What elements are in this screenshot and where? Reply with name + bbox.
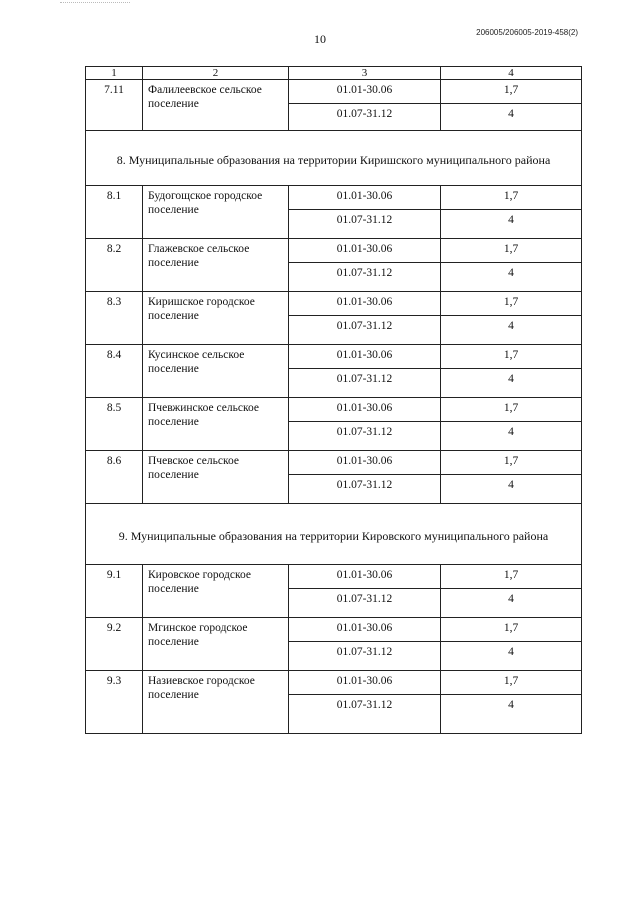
- period: 01.01-30.06: [289, 671, 441, 695]
- period: 01.01-30.06: [289, 292, 441, 316]
- document-id: 206005/206005-2019-458(2): [476, 28, 578, 37]
- coefficient: 1,7: [441, 80, 582, 104]
- coefficient: 1,7: [441, 671, 582, 695]
- coefficient: 1,7: [441, 292, 582, 316]
- section-heading: 8. Муниципальные образования на территории Киришского муниципального района: [86, 131, 582, 186]
- row-number: 8.6: [86, 451, 143, 504]
- table-row: [86, 80, 582, 104]
- table-row: [86, 239, 582, 263]
- row-number: 8.5: [86, 398, 143, 451]
- coefficient: 1,7: [441, 398, 582, 422]
- coefficient: 4: [441, 263, 582, 292]
- row-number: 9.2: [86, 618, 143, 671]
- coefficient: 4: [441, 104, 582, 131]
- municipality-name: Мгинское городское поселение: [143, 618, 289, 671]
- page-number: 10: [314, 32, 326, 46]
- section-heading: 9. Муниципальные образования на территории Кировского муниципального района: [86, 504, 582, 565]
- period: 01.07-31.12: [289, 642, 441, 671]
- municipality-name: Пчевжинское сельское поселение: [143, 398, 289, 451]
- municipality-name: Киришское городское поселение: [143, 292, 289, 345]
- municipality-name: Кусинское сельское поселение: [143, 345, 289, 398]
- coefficient: 1,7: [441, 451, 582, 475]
- column-header-row: [86, 67, 582, 80]
- table-row: [86, 186, 582, 210]
- table-row: [86, 398, 582, 422]
- section-row: [86, 504, 582, 565]
- coefficient: 4: [441, 475, 582, 504]
- municipality-name: Будогощское городское поселение: [143, 186, 289, 239]
- table-row: [86, 292, 582, 316]
- period: 01.07-31.12: [289, 316, 441, 345]
- table-row: [86, 565, 582, 589]
- municipality-name: Фалилеевское сельское поселение: [143, 80, 289, 131]
- column-header: 1: [86, 67, 143, 80]
- municipality-name: Глажевское сельское поселение: [143, 239, 289, 292]
- coefficient: 4: [441, 210, 582, 239]
- period: 01.07-31.12: [289, 263, 441, 292]
- period: 01.01-30.06: [289, 186, 441, 210]
- period: 01.07-31.12: [289, 475, 441, 504]
- period: 01.01-30.06: [289, 618, 441, 642]
- column-header: 4: [441, 67, 582, 80]
- coefficient: 1,7: [441, 345, 582, 369]
- coefficient: 4: [441, 642, 582, 671]
- coefficient: 1,7: [441, 618, 582, 642]
- period: 01.01-30.06: [289, 239, 441, 263]
- period: 01.07-31.12: [289, 369, 441, 398]
- period: 01.07-31.12: [289, 210, 441, 239]
- table-row: [86, 671, 582, 695]
- period: 01.07-31.12: [289, 104, 441, 131]
- coefficient: 1,7: [441, 239, 582, 263]
- row-number: 8.4: [86, 345, 143, 398]
- municipality-name: Пчевское сельское поселение: [143, 451, 289, 504]
- coefficient: 4: [441, 369, 582, 398]
- row-number: 8.2: [86, 239, 143, 292]
- row-number: 8.1: [86, 186, 143, 239]
- scan-artifact: [60, 2, 130, 5]
- row-number: 7.11: [86, 80, 143, 131]
- coefficient: 1,7: [441, 186, 582, 210]
- column-header: 3: [289, 67, 441, 80]
- coefficient: 1,7: [441, 565, 582, 589]
- municipality-name: Назиевское городское поселение: [143, 671, 289, 734]
- period: 01.07-31.12: [289, 589, 441, 618]
- table-row: [86, 618, 582, 642]
- period: 01.01-30.06: [289, 451, 441, 475]
- municipality-name: Кировское городское поселение: [143, 565, 289, 618]
- section-row: [86, 131, 582, 186]
- period: 01.07-31.12: [289, 695, 441, 734]
- coefficient: 4: [441, 316, 582, 345]
- table-row: [86, 451, 582, 475]
- table-row: [86, 345, 582, 369]
- period: 01.01-30.06: [289, 565, 441, 589]
- row-number: 9.3: [86, 671, 143, 734]
- rates-table: [85, 66, 582, 734]
- period: 01.01-30.06: [289, 398, 441, 422]
- period: 01.07-31.12: [289, 422, 441, 451]
- coefficient: 4: [441, 422, 582, 451]
- row-number: 8.3: [86, 292, 143, 345]
- coefficient: 4: [441, 589, 582, 618]
- period: 01.01-30.06: [289, 345, 441, 369]
- column-header: 2: [143, 67, 289, 80]
- period: 01.01-30.06: [289, 80, 441, 104]
- coefficient: 4: [441, 695, 582, 734]
- row-number: 9.1: [86, 565, 143, 618]
